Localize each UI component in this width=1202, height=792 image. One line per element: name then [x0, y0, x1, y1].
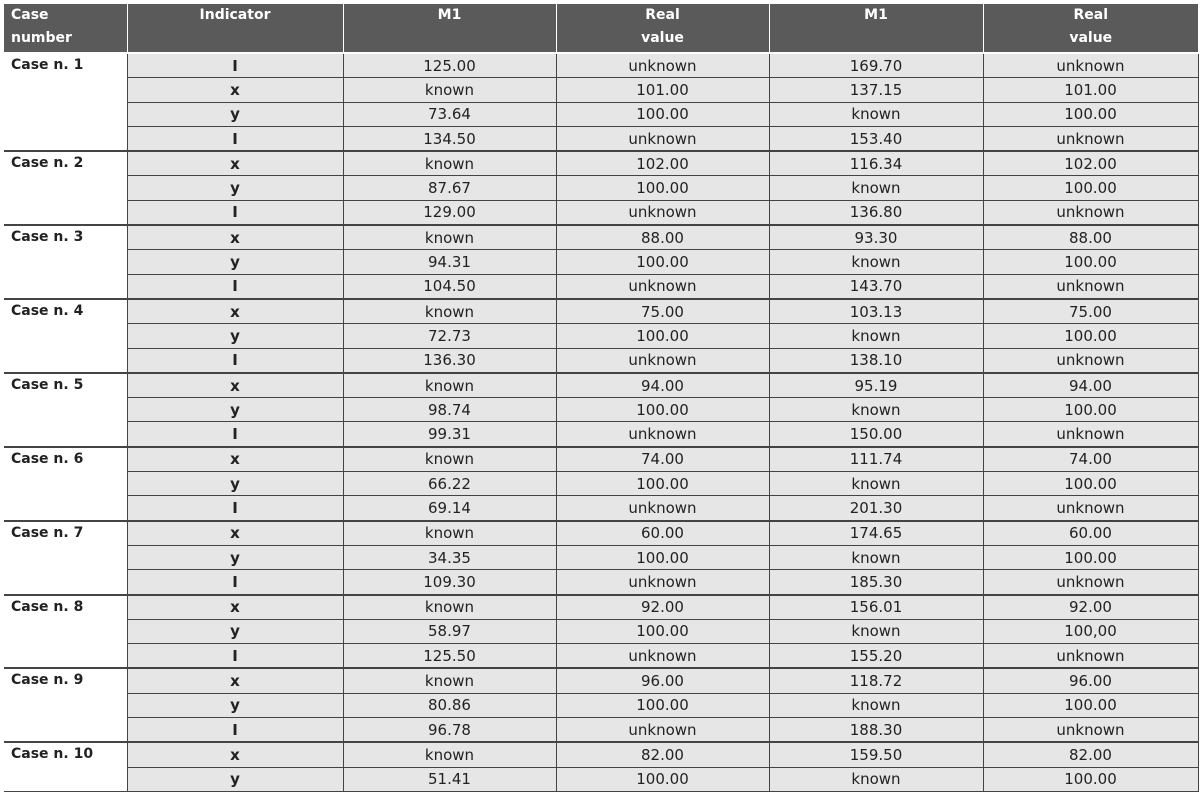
indicator-cell: y — [127, 693, 343, 717]
m1-b-cell: 150.00 — [769, 422, 983, 447]
indicator-cell: x — [127, 299, 343, 324]
m1-a-cell: 34.35 — [343, 545, 556, 569]
indicator-cell: x — [127, 225, 343, 250]
real-value-a-cell: 100.00 — [556, 176, 769, 200]
m1-b-cell: 118.72 — [769, 668, 983, 693]
table-row — [4, 644, 1198, 669]
indicator-cell: x — [127, 742, 343, 767]
m1-b-cell: known — [769, 324, 983, 348]
indicator-cell: y — [127, 250, 343, 274]
header-real-value-a: Real value — [556, 4, 769, 53]
real-value-b-cell: 82.00 — [983, 742, 1198, 767]
m1-b-cell: 116.34 — [769, 151, 983, 176]
case-number-cell: Case n. 4 — [4, 299, 127, 373]
m1-a-cell: 58.97 — [343, 619, 556, 643]
real-value-a-cell: 100.00 — [556, 767, 769, 791]
indicator-cell: y — [127, 472, 343, 496]
table-row — [4, 299, 1198, 324]
table-row — [4, 200, 1198, 225]
table-row — [4, 176, 1198, 200]
table-row — [4, 324, 1198, 348]
case-number-cell: Case n. 5 — [4, 373, 127, 447]
table-row — [4, 250, 1198, 274]
indicator-cell: I — [127, 200, 343, 225]
real-value-a-cell: unknown — [556, 274, 769, 299]
indicator-cell: I — [127, 126, 343, 151]
table-row — [4, 422, 1198, 447]
real-value-b-cell: 100.00 — [983, 767, 1198, 791]
m1-b-cell: 111.74 — [769, 447, 983, 472]
table-row — [4, 78, 1198, 102]
real-value-a-cell: unknown — [556, 200, 769, 225]
table-row — [4, 570, 1198, 595]
m1-b-cell: 93.30 — [769, 225, 983, 250]
case-number-cell: Case n. 8 — [4, 595, 127, 669]
real-value-a-cell: unknown — [556, 718, 769, 743]
table-row — [4, 718, 1198, 743]
m1-a-cell: known — [343, 668, 556, 693]
m1-a-cell: 125.50 — [343, 644, 556, 669]
m1-a-cell: 125.00 — [343, 53, 556, 78]
m1-a-cell: 129.00 — [343, 200, 556, 225]
real-value-a-cell: unknown — [556, 126, 769, 151]
indicator-cell: I — [127, 718, 343, 743]
real-value-a-cell: unknown — [556, 422, 769, 447]
indicator-cell: x — [127, 373, 343, 398]
case-number-cell: Case n. 3 — [4, 225, 127, 299]
m1-a-cell: known — [343, 373, 556, 398]
real-value-a-cell: 96.00 — [556, 668, 769, 693]
real-value-b-cell: 94.00 — [983, 373, 1198, 398]
real-value-a-cell: 74.00 — [556, 447, 769, 472]
real-value-b-cell: 100.00 — [983, 545, 1198, 569]
table-row — [4, 398, 1198, 422]
real-value-b-cell: 100.00 — [983, 102, 1198, 126]
real-value-a-cell: 100.00 — [556, 693, 769, 717]
indicator-cell: y — [127, 102, 343, 126]
indicator-cell: y — [127, 545, 343, 569]
m1-a-cell: 104.50 — [343, 274, 556, 299]
case-number-cell: Case n. 9 — [4, 668, 127, 742]
m1-a-cell: 87.67 — [343, 176, 556, 200]
real-value-b-cell: 100.00 — [983, 250, 1198, 274]
m1-b-cell: 156.01 — [769, 595, 983, 620]
header-row — [4, 4, 1198, 53]
real-value-b-cell: 100.00 — [983, 176, 1198, 200]
indicator-cell: x — [127, 668, 343, 693]
m1-a-cell: known — [343, 78, 556, 102]
real-value-b-cell: 96.00 — [983, 668, 1198, 693]
table-row — [4, 545, 1198, 569]
case-number-cell: Case n. 2 — [4, 151, 127, 225]
m1-b-cell: known — [769, 176, 983, 200]
real-value-a-cell: 100.00 — [556, 545, 769, 569]
indicator-cell: I — [127, 644, 343, 669]
m1-b-cell: 153.40 — [769, 126, 983, 151]
m1-a-cell: known — [343, 225, 556, 250]
m1-a-cell: 136.30 — [343, 348, 556, 373]
indicator-cell: I — [127, 496, 343, 521]
m1-b-cell: 103.13 — [769, 299, 983, 324]
m1-a-cell: known — [343, 521, 556, 546]
indicator-cell: x — [127, 78, 343, 102]
indicator-cell: I — [127, 53, 343, 78]
real-value-b-cell: unknown — [983, 200, 1198, 225]
m1-b-cell: known — [769, 767, 983, 791]
real-value-a-cell: unknown — [556, 644, 769, 669]
m1-b-cell: 201.30 — [769, 496, 983, 521]
table-row — [4, 126, 1198, 151]
table-row — [4, 521, 1198, 546]
real-value-b-cell: unknown — [983, 53, 1198, 78]
real-value-b-cell: unknown — [983, 644, 1198, 669]
real-value-a-cell: 60.00 — [556, 521, 769, 546]
real-value-a-cell: 100.00 — [556, 324, 769, 348]
m1-a-cell: 69.14 — [343, 496, 556, 521]
header-indicator: Indicator — [127, 4, 343, 53]
real-value-b-cell: unknown — [983, 718, 1198, 743]
real-value-a-cell: 100.00 — [556, 619, 769, 643]
m1-b-cell: known — [769, 398, 983, 422]
indicator-cell: I — [127, 274, 343, 299]
real-value-b-cell: unknown — [983, 570, 1198, 595]
indicator-cell: x — [127, 521, 343, 546]
real-value-b-cell: 100.00 — [983, 398, 1198, 422]
table-row — [4, 102, 1198, 126]
m1-a-cell: known — [343, 447, 556, 472]
table-row — [4, 225, 1198, 250]
m1-b-cell: 136.80 — [769, 200, 983, 225]
real-value-a-cell: 82.00 — [556, 742, 769, 767]
real-value-a-cell: unknown — [556, 570, 769, 595]
real-value-b-cell: unknown — [983, 348, 1198, 373]
table-row — [4, 373, 1198, 398]
indicator-cell: I — [127, 570, 343, 595]
indicator-cell: y — [127, 619, 343, 643]
m1-a-cell: 51.41 — [343, 767, 556, 791]
m1-a-cell: 109.30 — [343, 570, 556, 595]
real-value-b-cell: 100.00 — [983, 324, 1198, 348]
m1-b-cell: 169.70 — [769, 53, 983, 78]
m1-b-cell: 188.30 — [769, 718, 983, 743]
indicator-cell: y — [127, 176, 343, 200]
m1-a-cell: known — [343, 595, 556, 620]
m1-a-cell: 98.74 — [343, 398, 556, 422]
table-row — [4, 274, 1198, 299]
real-value-b-cell: unknown — [983, 274, 1198, 299]
m1-a-cell: 94.31 — [343, 250, 556, 274]
m1-a-cell: 66.22 — [343, 472, 556, 496]
real-value-a-cell: 92.00 — [556, 595, 769, 620]
m1-a-cell: known — [343, 299, 556, 324]
table-row — [4, 619, 1198, 643]
m1-b-cell: known — [769, 250, 983, 274]
m1-a-cell: 73.64 — [343, 102, 556, 126]
m1-b-cell: known — [769, 619, 983, 643]
real-value-b-cell: 60.00 — [983, 521, 1198, 546]
case-number-cell: Case n. 10 — [4, 742, 127, 791]
real-value-a-cell: 75.00 — [556, 299, 769, 324]
m1-b-cell: 185.30 — [769, 570, 983, 595]
table-row — [4, 742, 1198, 767]
m1-a-cell: 99.31 — [343, 422, 556, 447]
real-value-a-cell: 101.00 — [556, 78, 769, 102]
real-value-b-cell: 101.00 — [983, 78, 1198, 102]
real-value-b-cell: 100,00 — [983, 619, 1198, 643]
real-value-a-cell: 100.00 — [556, 250, 769, 274]
table-row — [4, 693, 1198, 717]
real-value-b-cell: 100.00 — [983, 472, 1198, 496]
real-value-b-cell: 100.00 — [983, 693, 1198, 717]
indicator-cell: x — [127, 595, 343, 620]
table-row — [4, 767, 1198, 791]
real-value-a-cell: 102.00 — [556, 151, 769, 176]
real-value-b-cell: unknown — [983, 496, 1198, 521]
m1-a-cell: 134.50 — [343, 126, 556, 151]
m1-b-cell: 143.70 — [769, 274, 983, 299]
m1-b-cell: known — [769, 545, 983, 569]
real-value-a-cell: 100.00 — [556, 472, 769, 496]
indicator-cell: x — [127, 151, 343, 176]
real-value-b-cell: 74.00 — [983, 447, 1198, 472]
table-row — [4, 668, 1198, 693]
m1-b-cell: 155.20 — [769, 644, 983, 669]
header-real-value-b: Real value — [983, 4, 1198, 53]
indicator-cell: y — [127, 767, 343, 791]
indicator-cell: I — [127, 348, 343, 373]
indicator-cell: y — [127, 398, 343, 422]
header-m1-b: M1 — [769, 4, 983, 53]
case-number-cell: Case n. 6 — [4, 447, 127, 521]
indicator-cell: x — [127, 447, 343, 472]
table-row — [4, 447, 1198, 472]
m1-a-cell: 72.73 — [343, 324, 556, 348]
m1-b-cell: known — [769, 472, 983, 496]
table-row — [4, 496, 1198, 521]
real-value-a-cell: 94.00 — [556, 373, 769, 398]
table-body — [4, 53, 1198, 791]
real-value-a-cell: 100.00 — [556, 102, 769, 126]
table-row — [4, 472, 1198, 496]
m1-a-cell: known — [343, 742, 556, 767]
m1-b-cell: 159.50 — [769, 742, 983, 767]
m1-b-cell: 137.15 — [769, 78, 983, 102]
m1-a-cell: 80.86 — [343, 693, 556, 717]
table-row — [4, 595, 1198, 620]
m1-b-cell: 95.19 — [769, 373, 983, 398]
indicator-cell: I — [127, 422, 343, 447]
m1-b-cell: 174.65 — [769, 521, 983, 546]
real-value-a-cell: 88.00 — [556, 225, 769, 250]
table-row — [4, 53, 1198, 78]
real-value-b-cell: 92.00 — [983, 595, 1198, 620]
real-value-a-cell: unknown — [556, 496, 769, 521]
header-case-number: Case number — [4, 4, 127, 53]
real-value-a-cell: 100.00 — [556, 398, 769, 422]
real-value-b-cell: 75.00 — [983, 299, 1198, 324]
m1-b-cell: known — [769, 693, 983, 717]
case-number-cell: Case n. 1 — [4, 53, 127, 151]
real-value-b-cell: unknown — [983, 126, 1198, 151]
results-table — [4, 4, 1199, 792]
m1-b-cell: 138.10 — [769, 348, 983, 373]
indicator-cell: y — [127, 324, 343, 348]
real-value-b-cell: 102.00 — [983, 151, 1198, 176]
table-row — [4, 348, 1198, 373]
header-m1-a: M1 — [343, 4, 556, 53]
m1-b-cell: known — [769, 102, 983, 126]
real-value-a-cell: unknown — [556, 348, 769, 373]
m1-a-cell: 96.78 — [343, 718, 556, 743]
m1-a-cell: known — [343, 151, 556, 176]
real-value-b-cell: unknown — [983, 422, 1198, 447]
real-value-a-cell: unknown — [556, 53, 769, 78]
real-value-b-cell: 88.00 — [983, 225, 1198, 250]
case-number-cell: Case n. 7 — [4, 521, 127, 595]
table-row — [4, 151, 1198, 176]
